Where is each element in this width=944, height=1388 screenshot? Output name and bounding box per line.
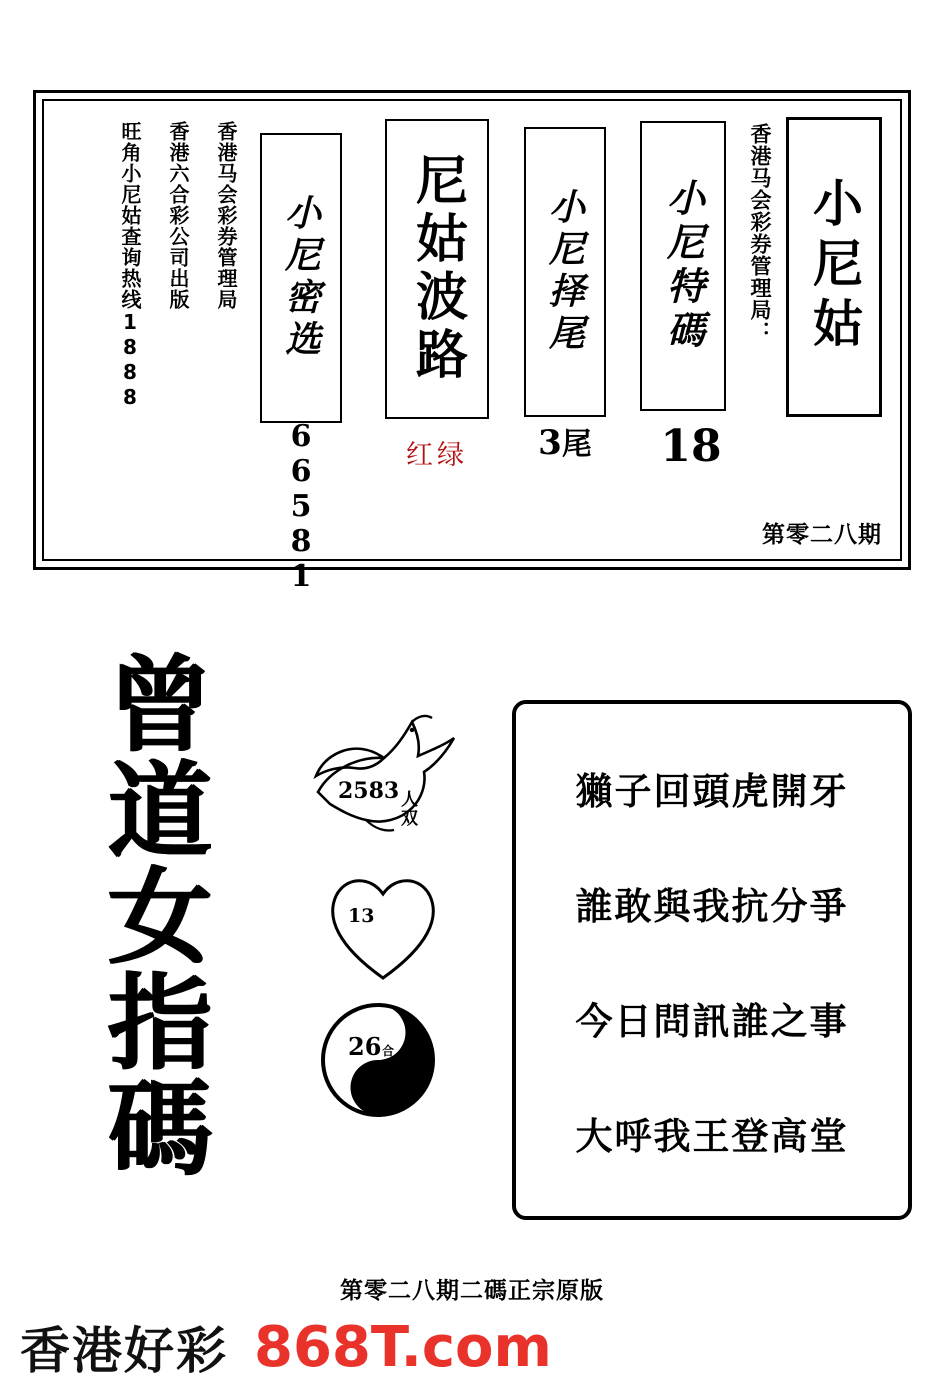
value-select-tail-number: 3 (538, 423, 562, 463)
value-secret-pick (260, 419, 342, 602)
main-title-box (786, 117, 882, 417)
value-secret-pick-text: 66581 (283, 419, 319, 594)
top-panel-inner-border (42, 99, 902, 594)
dove-number: 2583 (338, 778, 400, 804)
left-column-2: 香港六合彩公司出版 (166, 121, 190, 310)
box-select-tail-label: 小尼择尾 (543, 188, 586, 356)
box-select-tail (524, 127, 606, 417)
value-wave-road: 红绿 (406, 440, 468, 471)
period-label: 第零二八期 (762, 522, 882, 548)
left-column-1: 香港马会彩券管理局 (214, 121, 238, 310)
heart-number: 13 (348, 905, 375, 927)
symbols-column (290, 700, 470, 1160)
box-tema-code (640, 121, 726, 411)
yinyang-side-text: 合 (382, 1044, 395, 1058)
poem-line-1: 獺子回頭虎開牙 (575, 768, 849, 813)
brand-title-text: 曾道女指碼 (89, 650, 213, 1180)
bottom-banner (0, 1316, 944, 1378)
issuer-right-label: 香港马会彩券管理局： (748, 123, 772, 343)
value-tema-code: 18 (660, 421, 722, 472)
left-column-3: 旺角小尼姑查询热线1888 (118, 121, 142, 410)
poem-line-2: 誰敢與我抗分爭 (575, 883, 849, 928)
top-panel (33, 90, 911, 594)
box-wave-road (385, 119, 489, 419)
banner-brand-cn: 香港好彩 (20, 1321, 228, 1380)
brand-title (70, 650, 230, 1199)
main-title-text: 小尼姑 (805, 177, 864, 357)
yinyang-number: 26 (348, 1032, 382, 1061)
dove-side-text: 人双 (397, 790, 417, 828)
value-select-tail-suffix: 尾 (561, 427, 592, 462)
box-tema-code-label: 小尼特碼 (660, 178, 706, 354)
poem-line-3: 今日問訊誰之事 (575, 998, 849, 1043)
heart-icon (318, 860, 448, 990)
poem-box (512, 700, 912, 1220)
dove-icon (300, 700, 460, 850)
box-secret-pick-label: 小尼密选 (279, 194, 322, 362)
footer-note: 第零二八期二碼正宗原版 (340, 1277, 604, 1304)
box-secret-pick (260, 133, 342, 423)
banner-url[interactable]: 868T.com (254, 1314, 552, 1380)
value-select-tail (524, 419, 606, 463)
poem-line-4: 大呼我王登高堂 (575, 1113, 849, 1158)
box-wave-road-label: 尼姑波路 (406, 153, 468, 385)
